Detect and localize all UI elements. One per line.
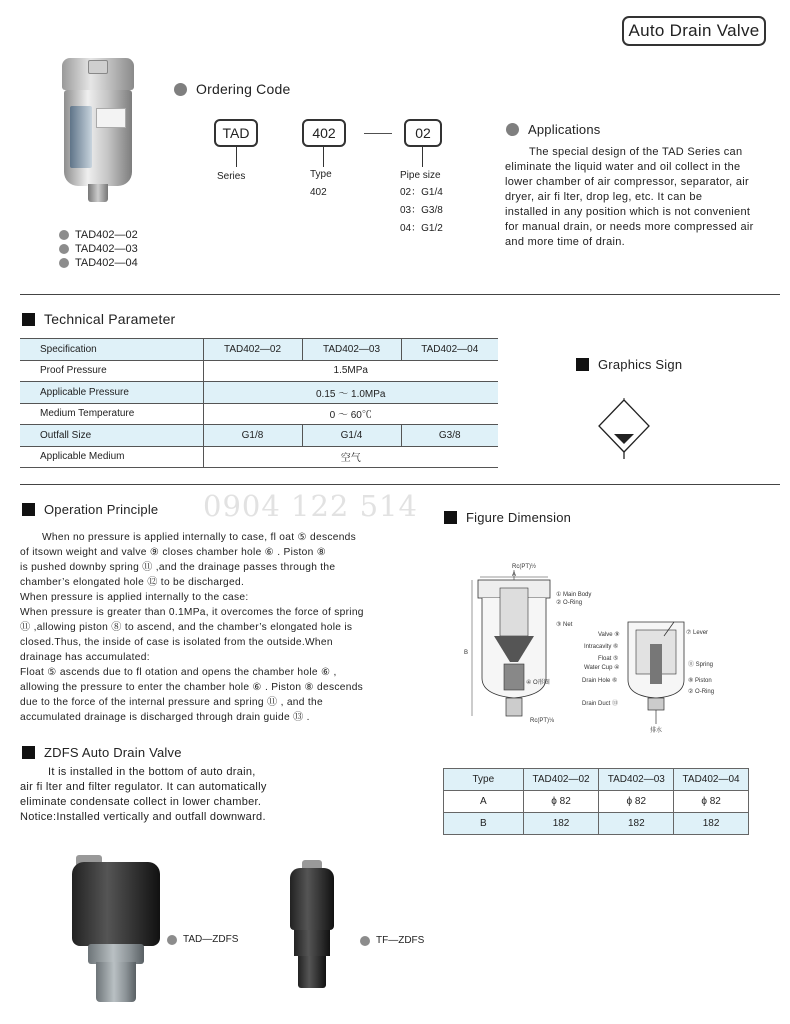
type-code-box: 402 [302, 119, 346, 147]
tf-body [290, 868, 334, 930]
fig-label: Rc(PT)½ [512, 564, 536, 570]
product-model-list [59, 228, 138, 270]
page-title: Auto Drain Valve [622, 16, 766, 46]
bullet-icon [506, 123, 519, 136]
fig-label: ② O-Ring [556, 600, 583, 606]
square-bullet-icon [22, 503, 35, 516]
bullet-icon [174, 83, 187, 96]
model-item: TAD402—03 [59, 242, 138, 256]
applications-heading: Applications [506, 122, 601, 137]
drain-valve-symbol-icon [597, 398, 651, 460]
model-item: TAD402—02 [59, 228, 138, 242]
table-row: Applicable Pressure 0.15 ～ 1.0MPa [20, 382, 498, 404]
dimension-drawing [460, 560, 740, 740]
zdfs-heading: ZDFS Auto Drain Valve [22, 745, 182, 760]
pipe-code-box: 02 [404, 119, 442, 147]
pipe-size-value: 02：G1/4 [400, 187, 443, 198]
fig-label: Rc(PT)⅛ [530, 718, 554, 724]
fig-label: Valve ⑨ [598, 632, 620, 638]
table-row: Applicable Medium 空气 [20, 446, 498, 468]
table-header-row: Specification TAD402—02 TAD402—03 TAD402—04 [20, 339, 498, 361]
pipe-size-value: 03：G3/8 [400, 205, 443, 216]
type-label: Type [310, 169, 332, 180]
dimension-table [443, 768, 749, 835]
square-bullet-icon [576, 358, 589, 371]
fig-label: ③ Net [556, 622, 573, 628]
ordering-code-heading: Ordering Code [174, 81, 290, 97]
bullet-icon [59, 258, 69, 268]
type-value: 402 [310, 187, 327, 198]
fig-label: Water Cup ④ [584, 665, 620, 671]
series-code-box: TAD [214, 119, 258, 147]
pipe-size-label: Pipe size [400, 170, 441, 181]
dim-letter: B [464, 650, 469, 656]
valve-sight-window [70, 106, 92, 168]
bullet-icon [59, 230, 69, 240]
zdfs-collar [88, 944, 144, 964]
section-divider [20, 484, 780, 485]
type-connector [323, 147, 324, 167]
fig-label: ④ O形圈 [526, 680, 550, 686]
zdfs-body [72, 862, 160, 946]
bullet-icon [167, 935, 177, 945]
product-caption: TAD—ZDFS [167, 934, 238, 945]
zdfs-text: It is installed in the bottom of auto drain, air fi lter and filter regulator. It can automatically eliminate condensate collect in lower chamber. Notice:Installed vertically and outfall downward. [20, 766, 267, 823]
pipe-size-value: 04：G1/2 [400, 223, 443, 234]
valve-label-plate [96, 108, 126, 128]
square-bullet-icon [22, 313, 35, 326]
bullet-icon [360, 936, 370, 946]
graphics-sign-heading: Graphics Sign [576, 357, 682, 372]
series-label: Series [217, 171, 246, 182]
technical-parameter-table [20, 338, 498, 468]
fig-label: ⑧ Piston [688, 678, 712, 684]
table-row: B 182 182 182 [444, 813, 749, 835]
table-row: A ϕ 82 ϕ 82 ϕ 82 [444, 791, 749, 813]
section-divider [20, 294, 780, 295]
tf-collar [294, 930, 330, 956]
bullet-icon [59, 244, 69, 254]
fig-label: ② O-Ring [688, 689, 715, 695]
fig-label: Drain Duct ⑬ [582, 701, 619, 707]
series-connector [236, 147, 237, 167]
fig-label: Float ⑤ [598, 656, 619, 662]
figure-dimension-heading: Figure Dimension [444, 510, 571, 525]
watermark-phone: 0904 122 514 [203, 489, 418, 523]
table-row: Outfall Size G1/8 G1/4 G3/8 [20, 425, 498, 447]
table-row: Proof Pressure 1.5MPa [20, 360, 498, 382]
operation-principle-heading: Operation Principle [22, 502, 158, 517]
fig-label: 排水 [650, 728, 663, 734]
model-item: TAD402—04 [59, 256, 138, 270]
fig-label: ① Main Body [556, 592, 592, 598]
fig-label: Drain Hole ⑥ [582, 678, 618, 684]
operation-principle-text: When no pressure is applied internally to case, fl oat ⑤ descends of itsown weight and valve ⑨ closes chamber hole ⑥ . Piston ⑧ is pushed downby spring ⑪ ,and the drainage passes through the chamber’s elongated hole ⑫ to be discharged. When pressure is applied internally to the case: When pressure is greater than 0.1MPa, it overcomes the force of spring ⑪ ,allowing piston ⑧ to ascend, and the chamber’s elongated hole is closed.Thus, the inside of case is isolated from the outside.When drainage has accumulated: Float ⑤ ascends due to fl otation and opens the chamber hole ⑥ , allowing the pressure to enter the chamber hole ⑥ . Piston ⑧ descends due to the force of the internal pressure and spring ⑪ , and the accumulated drainage is discharged through drain guide ⑬ . [20, 532, 364, 723]
fig-label: Intracavity ⑥ [584, 644, 619, 650]
square-bullet-icon [22, 746, 35, 759]
applications-text: The special design of the TAD Series can eliminate the liquid water and oil collect in the lower chamber of air compressor, separator, air dryer, air fi lter, drop leg, etc. It can be installed in any position which is not convenient for manual drain, or needs more compressed air and more time of drain. [505, 146, 754, 248]
technical-parameter-heading: Technical Parameter [22, 311, 175, 327]
fig-label: ⑦ Lever [686, 630, 709, 636]
zdfs-outlet [96, 962, 136, 1002]
pipe-connector [422, 147, 423, 167]
valve-port [88, 60, 108, 74]
fig-label: ⑪ Spring [688, 662, 714, 668]
square-bullet-icon [444, 511, 457, 524]
table-row: Medium Temperature 0 ～ 60℃ [20, 403, 498, 425]
tf-outlet [298, 956, 326, 988]
table-header-row: Type TAD402—02 TAD402—03 TAD402—04 [444, 769, 749, 791]
product-caption: TF—ZDFS [360, 935, 424, 946]
code-dash: —— [364, 124, 392, 140]
valve-drain-stem [88, 184, 108, 202]
dim-letter: A [512, 572, 517, 578]
